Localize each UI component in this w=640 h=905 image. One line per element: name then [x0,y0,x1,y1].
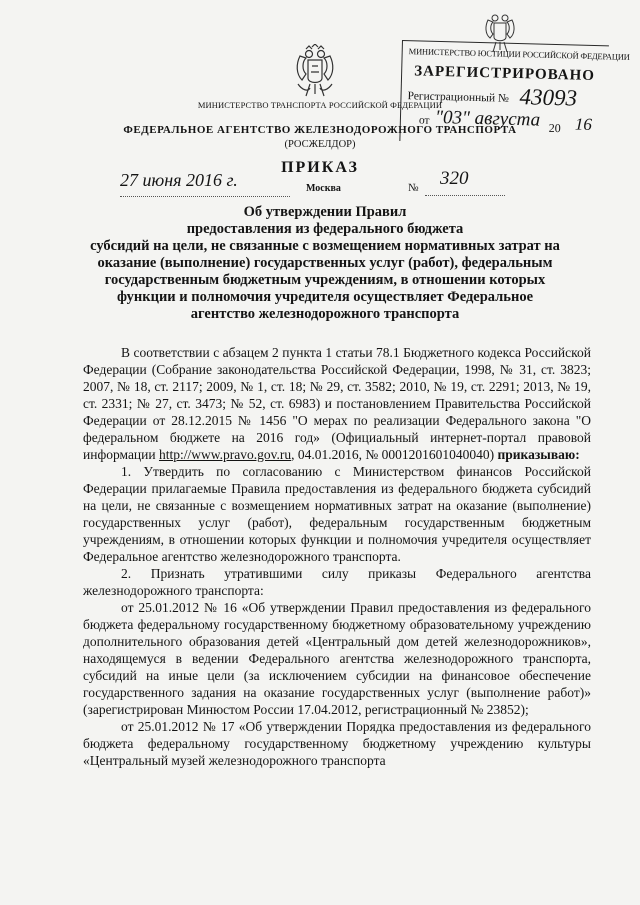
order-heading [70,204,580,323]
order-body [83,344,591,769]
stamp-date-handwritten: "03" августа [434,106,541,131]
agency-name: ФЕДЕРАЛЬНОЕ АГЕНТСТВО ЖЕЛЕЗНОДОРОЖНОГО ТРАНСПОРТА [123,124,517,136]
heading-line: агентство железнодорожного транспорта [190,306,460,322]
registration-stamp [399,40,630,146]
order-city: Москва [306,183,341,194]
stamp-title: ЗАРЕГИСТРИРОВАНО [413,63,596,85]
heading-line: предоставления из федерального бюджета [186,221,464,237]
preamble-paragraph [83,344,591,463]
preamble-tail: , 04.01.2016, № 0001201601040040) [291,447,495,462]
item-1-paragraph: 1. Утвердить по согласованию с Министерством финансов Российской Федерации прилагаемые Правила предоставления из федерального бюджета субсидий на цели, не связанные с возмещением нормативных затрат на оказание (выполнение) государственных услуг (работ), федеральным государственным бюджетным учреждениям, в отношении которых функции и полномочия учредителя осуществляет Федеральное агентство железнодорожного транспорта. [83,464,591,564]
heading-line: субсидий на цели, не связанные с возмещением нормативных затрат на [90,238,560,254]
heading-line: государственным бюджетным учреждениям, в отношении которых [104,272,546,288]
order-date-handwritten: 27 июня 2016 г. [120,170,238,190]
stamp-year-handwritten: 16 [574,114,593,134]
agency-abbreviation: (РОСЖЕЛДОР) [284,139,356,150]
stamp-number-label: Регистрационный № [407,90,510,105]
stamp-ministry: МИНИСТЕРСТВО ЮСТИЦИИ РОССИЙСКОЙ ФЕДЕРАЦИИ [408,46,630,62]
order-number-handwritten: 320 [440,168,469,189]
item-2a-paragraph: от 25.01.2012 № 16 «Об утверждении Правил предоставления из федерального бюджета федеральному государственному бюджетному образовательному учреждению дополнительного образования детей «Центральный дом детей железнодорожников», находящемуся в ведении Федерального агентства железнодорожного транспорта, субсидий на иные цели (за исключением субсидии на финансовое обеспечение государственного задания на оказание государственных услуг (выполнение работ)» (зарегистрирован Минюстом России 17.04.2012, регистрационный № 23852); [83,600,591,717]
heading-line: оказание (выполнение) государственных услуг (работ), федеральным [97,255,553,271]
coat-of-arms-emblem [292,44,338,100]
preamble-text: В соответствии с абзацем 2 пункта 1 статьи 78.1 Бюджетного кодекса Российской Федерации (Собрание законодательства Российской Федерации, 1998, № 31, ст. 3823; 2007, № 18, ст. 2117; 2009, № 1, ст. 18; № 29, ст. 3582; 2010, № 19, ст. 2291; 2013, № 19, ст. 2331; № 27, ст. 3473; № 52, ст. 6983) и постановлением Правительства Российской Федерации от 28.12.2015 № 1456 "О мерах по реализации Федерального закона "О федеральном бюджете на 2016 год» (Официальный интернет-портал правовой информации [83,345,591,462]
order-word: приказываю: [494,447,580,462]
ministry-name: МИНИСТЕРСТВО ТРАНСПОРТА РОССИЙСКОЙ ФЕДЕРАЦИИ [197,100,443,110]
pravo-link[interactable]: http://www.pravo.gov.ru [158,447,292,462]
order-title: ПРИКАЗ [281,159,359,176]
stamp-from-label: от [418,114,430,127]
stamp-year-prefix: 20 [548,120,561,136]
item-2b-paragraph: от 25.01.2012 № 17 «Об утверждении Порядка предоставления из федерального бюджета федеральному государственному бюджетному учреждению культуры «Центральный музей железнодорожного транспорта [83,719,591,768]
order-number-sign: № [408,182,419,194]
item-2-paragraph: 2. Признать утратившими силу приказы Федерального агентства железнодорожного транспорта: [83,566,591,598]
heading-line: функции и полномочия учредителя осуществляет Федеральное [116,289,534,305]
stamp-number-handwritten: 43093 [519,84,578,111]
heading-line: Об утверждении Правил [243,204,407,220]
